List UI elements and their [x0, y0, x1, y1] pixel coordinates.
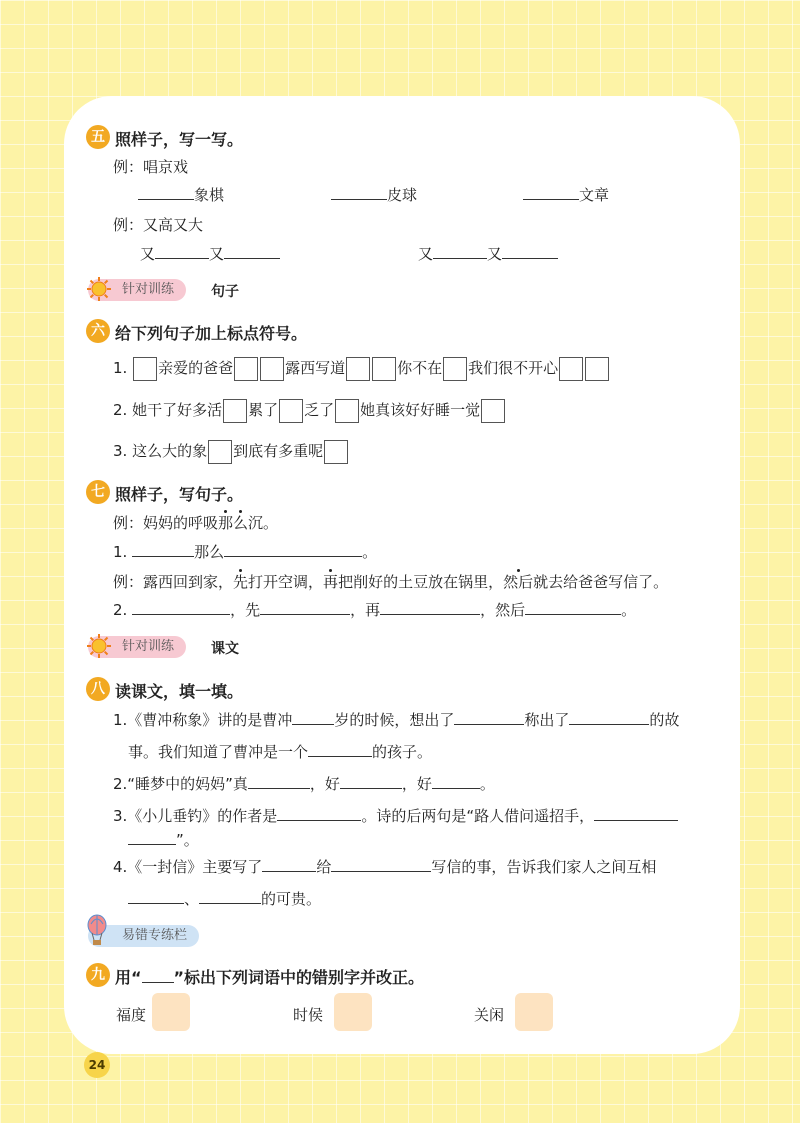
correction-box[interactable]	[334, 993, 372, 1031]
punctuation-box[interactable]	[324, 440, 348, 464]
emphasis-char: 再	[323, 573, 339, 591]
punctuation-box[interactable]	[279, 399, 303, 423]
answer-blank[interactable]	[523, 185, 579, 200]
section-5-row-1	[138, 181, 224, 209]
question-text: ，好	[309, 775, 340, 793]
section-9-badge: 九	[86, 963, 110, 987]
answer-blank[interactable]	[138, 185, 194, 200]
punctuation-box[interactable]	[559, 357, 583, 381]
sentence-text: 乏了	[304, 401, 335, 419]
section-7-line-2	[113, 596, 636, 624]
punctuation-box[interactable]	[346, 357, 370, 381]
line-number: 1.	[113, 359, 128, 377]
section-5-row-2b	[418, 240, 558, 268]
answer-blank[interactable]	[132, 600, 230, 615]
sentence-text: 。	[362, 543, 378, 561]
sentence-text: 我们很不开心	[468, 359, 559, 377]
question-text: 。诗的后两句是“路人借问遥招手，	[361, 807, 595, 825]
question-text: 。	[479, 775, 495, 793]
answer-blank[interactable]	[569, 710, 649, 725]
sentence-text: 她真该好好睡一觉	[360, 401, 481, 419]
answer-blank[interactable]	[340, 774, 402, 789]
practice-tag-2-title: 课文	[211, 641, 239, 657]
answer-blank[interactable]	[248, 774, 310, 789]
question-text: 事。我们知道了曹冲是一个	[128, 743, 309, 761]
section-5-row-2a	[140, 240, 280, 268]
section-5-example-2: 例：又高又大	[113, 216, 204, 234]
answer-blank[interactable]	[155, 244, 209, 259]
line-number: 2.	[113, 401, 128, 419]
answer-blank[interactable]	[454, 710, 524, 725]
word-text: 又	[209, 245, 225, 263]
punctuation-box[interactable]	[481, 399, 505, 423]
question-text: 1.《曹冲称象》讲的是曹冲	[113, 711, 293, 729]
sentence-text: 她干了好多活	[132, 401, 223, 419]
page-number: 24	[84, 1052, 110, 1078]
q8-2-line	[113, 770, 495, 798]
q8-4-line-1	[113, 853, 656, 881]
answer-blank[interactable]	[525, 600, 621, 615]
answer-blank[interactable]	[331, 185, 387, 200]
punctuation-box[interactable]	[372, 357, 396, 381]
line-number: 1.	[113, 543, 128, 561]
tag-label: 针对训练	[122, 639, 175, 654]
tag-label: 针对训练	[122, 282, 175, 297]
answer-blank[interactable]	[128, 889, 184, 904]
punctuation-box[interactable]	[335, 399, 359, 423]
answer-blank[interactable]	[292, 710, 334, 725]
sentence-text: ，然后	[480, 601, 526, 619]
emphasis-char: 那	[218, 514, 234, 532]
answer-blank[interactable]	[128, 830, 176, 845]
question-text: 、	[184, 890, 200, 908]
example-text: 打开空调，	[248, 573, 324, 591]
answer-blank[interactable]	[432, 774, 480, 789]
sentence-text: 这么大的象	[132, 442, 208, 460]
emphasis-char: 先	[233, 573, 249, 591]
section-6-title: 给下列句子加上标点符号。	[115, 324, 308, 343]
question-text: 的可贵。	[261, 890, 322, 908]
sentence-text: 亲爱的爸爸	[158, 359, 234, 377]
punctuation-box[interactable]	[133, 357, 157, 381]
sentence-text: 累了	[248, 401, 279, 419]
sun-icon	[86, 276, 112, 302]
punctuation-box[interactable]	[443, 357, 467, 381]
question-text: 的故	[649, 711, 680, 729]
question-text: 3.《小儿垂钓》的作者是	[113, 807, 278, 825]
punctuation-box[interactable]	[208, 440, 232, 464]
section-7-line-1	[113, 538, 377, 566]
question-text: 2.“睡梦中的妈妈”真	[113, 775, 248, 793]
word-text: 文章	[579, 186, 610, 204]
section-9-title	[115, 965, 424, 988]
correction-box[interactable]	[152, 993, 190, 1031]
section-6-line-1	[113, 354, 610, 382]
practice-tag-1-title: 句子	[211, 284, 239, 300]
example-text: 就去给爸爸写信了。	[533, 573, 669, 591]
q8-1-line-1	[113, 706, 679, 734]
section-6-line-2	[113, 396, 506, 424]
answer-blank[interactable]	[199, 889, 261, 904]
answer-blank[interactable]	[331, 857, 431, 872]
punctuation-box[interactable]	[223, 399, 247, 423]
sentence-text: 。	[621, 601, 637, 619]
word-text: 又	[140, 245, 156, 263]
answer-blank[interactable]	[433, 244, 487, 259]
sentence-text: ，先	[230, 601, 261, 619]
answer-blank[interactable]	[594, 806, 678, 821]
line-number: 2.	[113, 601, 128, 619]
punctuation-box[interactable]	[234, 357, 258, 381]
q8-3-line-2	[128, 826, 199, 854]
hot-air-balloon-icon	[86, 914, 108, 946]
section-5-title: 照样子，写一写。	[115, 130, 244, 149]
answer-blank[interactable]	[308, 742, 372, 757]
sentence-text: ，再	[350, 601, 381, 619]
question-text: ，好	[401, 775, 432, 793]
tag-label: 易错专练栏	[122, 928, 188, 943]
section-7-example-1	[113, 512, 278, 533]
example-text: 把削好的土豆放在锅里，	[338, 573, 504, 591]
emphasis-char: 然后	[503, 573, 534, 591]
section-5-badge: 五	[86, 125, 110, 149]
title-text: ”标出下列词语中的错别字并改正。	[173, 968, 425, 987]
section-5-row-1c	[523, 181, 609, 209]
answer-blank[interactable]	[262, 857, 316, 872]
word-text: 象棋	[194, 186, 225, 204]
word-text: 又	[418, 245, 434, 263]
example-text: 例：妈妈的呼吸	[113, 514, 219, 532]
question-text: 称出了	[524, 711, 570, 729]
correction-box[interactable]	[515, 993, 553, 1031]
answer-blank[interactable]	[502, 244, 558, 259]
sentence-text: 露西写道	[285, 359, 346, 377]
section-7-title: 照样子，写句子。	[115, 485, 244, 504]
example-text: 沉。	[248, 514, 279, 532]
q8-1-line-2	[128, 738, 432, 766]
punctuation-box[interactable]	[260, 357, 284, 381]
section-8-title: 读课文，填一填。	[115, 682, 244, 701]
question-text: 的孩子。	[372, 743, 433, 761]
section-7-example-2	[113, 571, 668, 592]
mark-sample-line	[142, 970, 174, 983]
section-8-badge: 八	[86, 677, 110, 701]
question-text: 给	[316, 858, 332, 876]
word-1: 福度	[116, 1006, 147, 1024]
answer-blank[interactable]	[224, 542, 362, 557]
word-text: 皮球	[387, 186, 418, 204]
question-text: 写信的事，告诉我们家人之间互相	[431, 858, 657, 876]
sentence-text: 那么	[194, 543, 225, 561]
emphasis-char: 么	[233, 514, 249, 532]
answer-blank[interactable]	[260, 600, 350, 615]
example-text: 例：露西回到家，	[113, 573, 234, 591]
question-text: ”。	[176, 831, 199, 849]
word-3: 关闲	[474, 1006, 505, 1024]
punctuation-box[interactable]	[585, 357, 609, 381]
question-text: 岁的时候，想出了	[334, 711, 455, 729]
sentence-text: 你不在	[397, 359, 443, 377]
q8-4-line-2	[128, 885, 321, 913]
title-text: 用“	[115, 968, 142, 987]
word-text: 又	[487, 245, 503, 263]
section-5-row-1b	[331, 181, 417, 209]
section-5-example-1: 例：唱京戏	[113, 158, 189, 176]
section-7-badge: 七	[86, 480, 110, 504]
answer-blank[interactable]	[277, 806, 361, 821]
section-6-badge: 六	[86, 319, 110, 343]
section-6-line-3	[113, 437, 349, 465]
sentence-text: 到底有多重呢	[233, 442, 324, 460]
sun-icon	[86, 633, 112, 659]
word-2: 时侯	[293, 1006, 324, 1024]
answer-blank[interactable]	[132, 542, 194, 557]
question-text: 4.《一封信》主要写了	[113, 858, 263, 876]
answer-blank[interactable]	[224, 244, 280, 259]
answer-blank[interactable]	[380, 600, 480, 615]
line-number: 3.	[113, 442, 128, 460]
